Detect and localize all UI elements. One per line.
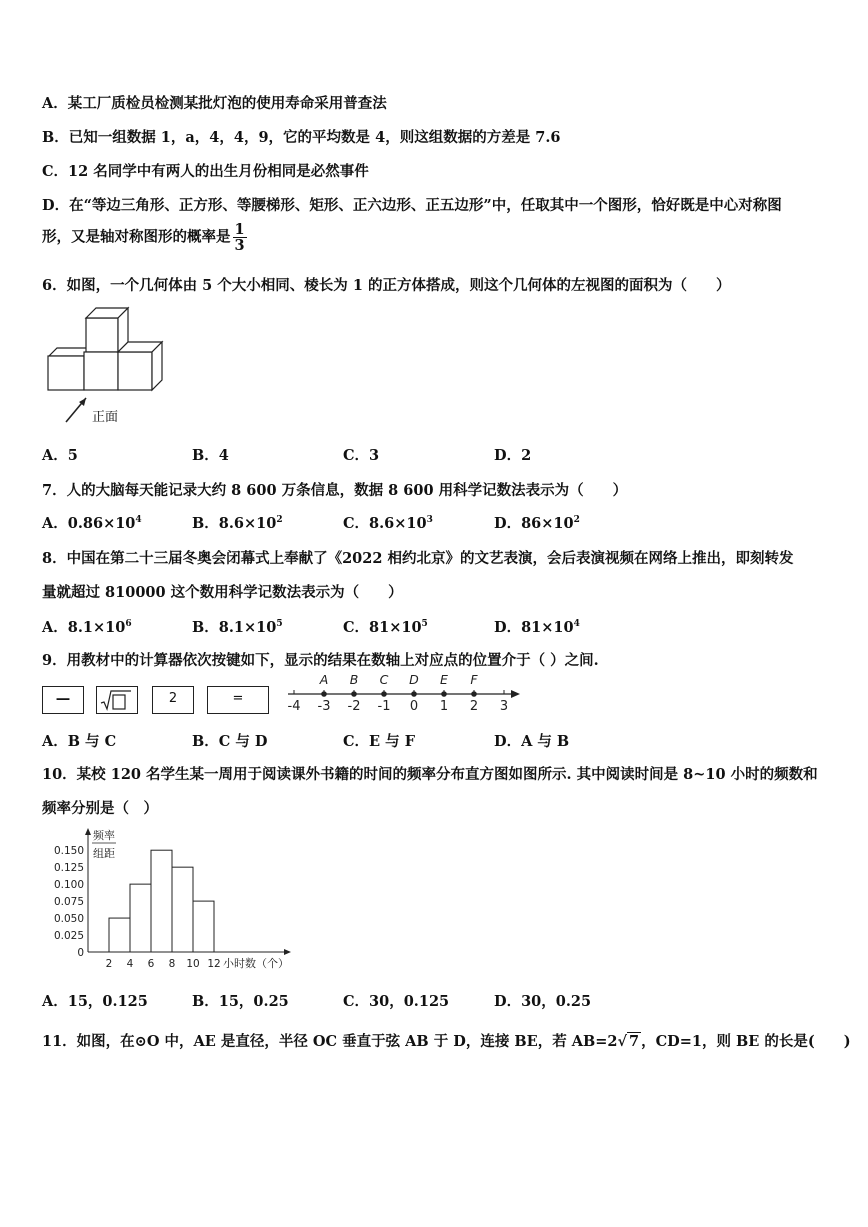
key-sqrt [96, 686, 138, 714]
q7-stem: 7．人的大脑每天能记录大约 8 600 万条信息，数据 8 600 用科学记数法表示为（ ） [42, 482, 628, 499]
sqrt-radicand: 7 [629, 1033, 640, 1050]
axis-point-label: C [379, 672, 389, 687]
axis-arrow [511, 690, 520, 698]
axis-point-label: E [440, 672, 448, 687]
axis-point [441, 691, 447, 697]
q7-option-a: A．$0.86\times 10^4$ [42, 515, 142, 532]
axis-point-label: D [409, 672, 419, 687]
probability-fraction [233, 222, 247, 253]
fraction-denominator: 3 [234, 237, 245, 254]
number-line [280, 672, 530, 716]
x-axis-label: 小时数（个） [223, 957, 289, 970]
q7-option-c: C．$8.6\times 10^3$ [343, 515, 433, 532]
q8-option-b: B．$8.1\times 10^5$ [192, 619, 283, 636]
q6-option-c: C．3 [343, 447, 380, 464]
x-tick-label: 8 [168, 958, 176, 970]
y-tick-label: 0.050 [53, 913, 84, 926]
y-tick-label: 0.150 [53, 845, 84, 858]
q11-stem-part2: ，CD=1，则 BE 的长是( ) [641, 1033, 851, 1050]
x-tick-label: 12 [207, 958, 221, 970]
q5-option-b: B．已知一组数据 1，a，4，4，9，它的平均数是 4，则这组数据的方差是 7.6 [42, 129, 561, 146]
q9-option-c: C．E 与 F [343, 733, 415, 750]
axis-point [411, 691, 417, 697]
y-tick-label: 0.100 [53, 879, 84, 892]
q7-option-d: D．$86\times 10^2$ [494, 515, 580, 532]
histogram [40, 824, 300, 976]
q6-option-a: A．5 [42, 447, 78, 464]
q8-option-a: A．$8.1\times 10^6$ [42, 619, 132, 636]
q11-stem-part1: 11．如图，在⊙O 中，AE 是直径，半径 OC 垂直于弦 AB 于 D，连接 BE，若 AB=2 [42, 1033, 618, 1050]
y-tick-label: 0.075 [53, 896, 84, 909]
key-two: 2 [152, 686, 194, 714]
axis-point [471, 691, 477, 697]
axis-point-label: A [319, 672, 329, 687]
q6-stem: 6．如图，一个几何体由 5 个大小相同、棱长为 1 的正方体搭成，则这个几何体的左视图的面积为（ ） [42, 277, 731, 294]
q10-stem-line2: 频率分别是（ ） [42, 800, 158, 817]
histogram-bar [151, 850, 172, 952]
q6-option-d: D．2 [494, 447, 532, 464]
q10-option-d: D．30，0.25 [494, 993, 592, 1010]
x-axis-arrow [284, 949, 291, 955]
q5-option-d-text: 形，又是轴对称图形的概率是 [42, 228, 231, 246]
axis-tick-label: -3 [317, 699, 331, 714]
q8-stem-line1: 8．中国在第二十三届冬奥会闭幕式上奉献了《2022 相约北京》的文艺表演，会后表演视频在网络上推出，即刻转发 [42, 550, 794, 567]
q9-stem: 9．用教材中的计算器依次按键如下，显示的结果在数轴上对应点的位置介于（ ）之间. [42, 652, 599, 669]
q5-option-d-line1: D．在“等边三角形、正方形、等腰梯形、矩形、正六边形、正五边形”中，任取其中一个图形，恰好既是中心对称图 [42, 197, 782, 214]
x-tick-label: 2 [105, 958, 113, 970]
q8-option-d: D．$81\times 10^4$ [494, 619, 580, 636]
histogram-bar [193, 901, 214, 952]
y-tick-label: 0 [77, 947, 84, 959]
key-equals: = [207, 686, 269, 714]
sqrt-icon [97, 687, 137, 713]
key-minus: — [42, 686, 84, 714]
y-axis-arrow [85, 828, 91, 835]
axis-tick-label: 0 [409, 699, 419, 714]
cube-bottom-right-front [118, 352, 152, 390]
q10-option-c: C．30，0.125 [343, 993, 450, 1010]
q6-option-b: B．4 [192, 447, 229, 464]
histogram-bar [130, 884, 151, 952]
axis-tick-label: -2 [347, 699, 361, 714]
y-label-top: 频率 [93, 829, 115, 842]
x-tick-label: 4 [126, 958, 134, 970]
q9-option-b: B．C 与 D [192, 733, 268, 750]
y-tick-label: 0.025 [53, 930, 84, 943]
q10-option-a: A．15，0.125 [42, 993, 148, 1010]
cube-top-front [86, 318, 118, 352]
cube-bottom-left [48, 356, 84, 390]
front-label: 正面 [92, 410, 119, 425]
sqrt-expression: √ 7 [617, 1033, 640, 1050]
axis-tick-label: 3 [499, 699, 509, 714]
axis-tick-label: 1 [439, 699, 449, 714]
axis-point [321, 691, 327, 697]
histogram-bar [172, 867, 193, 952]
axis-point-label: B [349, 672, 359, 687]
histogram-bar [109, 918, 130, 952]
axis-point [351, 691, 357, 697]
axis-point-label: F [470, 672, 478, 687]
axis-point [381, 691, 387, 697]
axis-tick-label: 2 [469, 699, 479, 714]
q8-stem-line2: 量就超过 810000 这个数用科学记数法表示为（ ） [42, 584, 403, 601]
cube-bottom-middle [84, 352, 118, 390]
q9-option-a: A．B 与 C [42, 733, 117, 750]
y-label-bottom: 组距 [93, 847, 115, 860]
q5-option-d-line2 [42, 222, 247, 253]
x-tick-label: 10 [186, 958, 200, 970]
x-tick-label: 6 [147, 958, 155, 970]
q5-option-a: A．某工厂质检员检测某批灯泡的使用寿命采用普查法 [42, 95, 387, 112]
q11-stem [42, 1030, 851, 1051]
q5-option-c: C．12 名同学中有两人的出生月份相同是必然事件 [42, 163, 369, 180]
q8-option-c: C．$81\times 10^5$ [343, 619, 428, 636]
axis-tick-label: -4 [287, 699, 301, 714]
q7-option-b: B．$8.6\times 10^2$ [192, 515, 283, 532]
y-tick-label: 0.125 [53, 862, 84, 875]
q10-stem-line1: 10．某校 120 名学生某一周用于阅读课外书籍的时间的频率分布直方图如图所示. 其中阅读时间是 8~10 小时的频数和 [42, 766, 818, 783]
q10-option-b: B．15，0.25 [192, 993, 289, 1010]
axis-tick-label: -1 [377, 699, 391, 714]
fraction-numerator: 1 [234, 221, 245, 238]
q9-option-d: D．A 与 B [494, 733, 570, 750]
